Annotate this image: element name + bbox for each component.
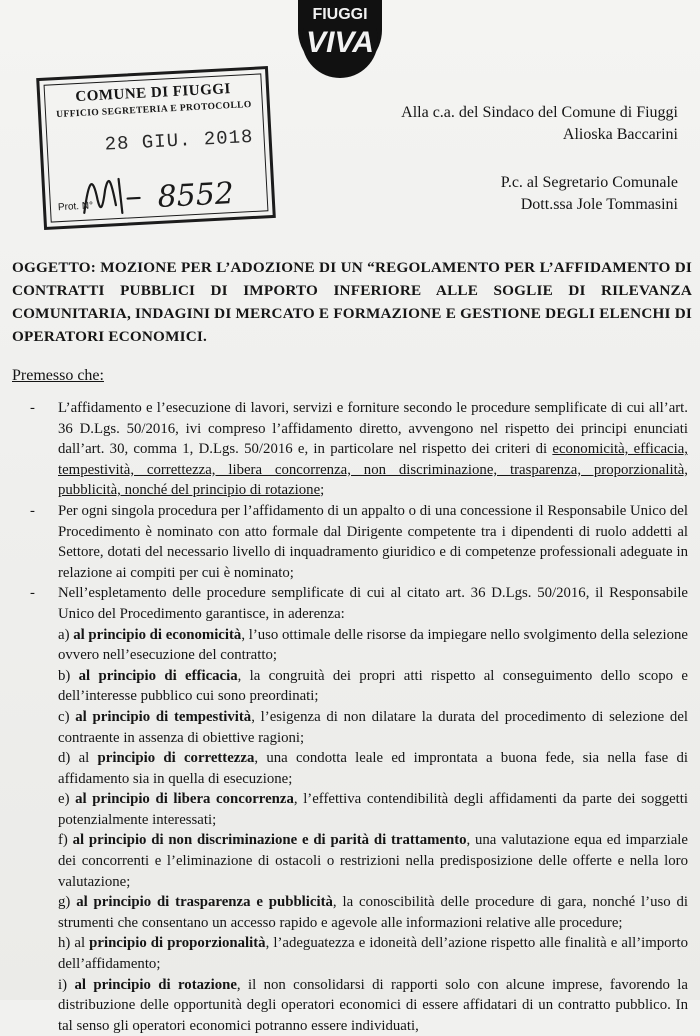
premesso-heading: Premesso che: bbox=[12, 367, 104, 384]
fiuggi-viva-logo bbox=[290, 0, 390, 78]
document-body bbox=[30, 398, 689, 1036]
paragraph-3: - Nell’espletamento delle procedure semplificate di cui al citato art. 36 D.Lgs. 50/2016, il Responsabile Unico del Procedimento garantisce, in aderenza: bbox=[30, 585, 688, 622]
cc-line-1: P.c. al Segretario Comunale bbox=[500, 174, 678, 191]
addressee-line-1: Alla c.a. del Sindaco del Comune di Fiuggi bbox=[401, 104, 678, 121]
handwritten-protocol-number bbox=[74, 161, 266, 223]
svg-text:8552: 8552 bbox=[156, 176, 235, 215]
principle-item-c: c) al principio di tempestività, l’esigenza di non dilatare la durata del procedimento di selezione del contraente in assenza di obiettive ragioni; bbox=[58, 708, 688, 746]
addressee-line-2: Alioska Baccarini bbox=[562, 126, 678, 143]
addressee-block bbox=[401, 102, 678, 146]
principle-item-a: a) al principio di economicità, l’uso ottimale delle risorse da impiegare nello svolgimento della selezione ovvero nell’esecuzione del contratto; bbox=[58, 626, 689, 664]
svg-text:FIUGGI: FIUGGI bbox=[312, 6, 368, 23]
fiuggi-viva-logo-icon bbox=[290, 0, 390, 78]
principle-item-b: b) al principio di efficacia, la congruità dei propri atti rispetto al conseguimento dello scopo e dell’interesse pubblico cui sono preordinati; bbox=[58, 667, 688, 705]
stamp-date: 28 GIU. 2018 bbox=[104, 125, 254, 156]
criteria-underlined: economicità, efficacia, tempestività, correttezza, libera concorrenza, non discriminazione, trasparenza, proporzionalità, pubblicità, nonché del principio di rotazione bbox=[58, 441, 688, 499]
cc-line-2: Dott.ssa Jole Tommasini bbox=[520, 196, 678, 213]
paragraph-1: - L’affidamento e l’esecuzione di lavori, servizi e forniture secondo le procedure semplificate di cui all’art. 36 D.Lgs. 50/2016, ivi compreso l’affidamento diretto, avvengono nel rispetto dei principi enunciati dall’art. 30, comma 1, D.Lgs. 50/2016 e, in particolare nel rispetto dei criteri di economicità, efficacia, tempestività, correttezza, libera concorrenza, non discriminazione, trasparenza, proporzionalità, pubblicità, nonché del principio di rotazione; bbox=[30, 400, 688, 499]
principle-item-f: f) al principio di non discriminazione e di parità di trattamento, una valutazione equa ed imparziale dei concorrenti e l’eliminazione di ostacoli o restrizioni nella predisposizione delle offerte e nella loro valutazione; bbox=[58, 832, 688, 890]
principle-item-d: d) al principio di correttezza, una condotta leale ed improntata a buona fede, sia nella fase di affidamento sia in quella di esecuzione; bbox=[58, 750, 688, 787]
stamp-prot-label: Prot. N° bbox=[57, 200, 94, 214]
principle-item-g: g) al principio di trasparenza e pubblicità, la conoscibilità delle procedure di gara, nonché l’uso di strumenti che consentano un accesso rapido e agevole alle informazioni relative alle procedure; bbox=[58, 894, 688, 931]
paragraph-2: - Per ogni singola procedura per l’affidamento di un appalto o di una concessione il Responsabile Unico del Procedimento è nominato con atto formale dal Dirigente competente tra i dipendenti di ruolo addetti al Settore, dotati del necessario livello di inquadramento giuridico e di competenze professionali adeguate in relazione ai compiti per cui è nominato; bbox=[30, 502, 688, 581]
svg-text:VIVA: VIVA bbox=[306, 26, 374, 59]
stamp-title: COMUNE DI FIUGGI bbox=[75, 81, 232, 106]
protocol-stamp bbox=[36, 66, 276, 230]
principle-item-i: i) al principio di rotazione, il non consolidarsi di rapporti solo con alcune imprese, favorendo la distribuzione delle opportunità degli operatori economici di essere affidatari di un contratto pubblico. In tal senso gli operatori economici potranno essere individuati, bbox=[58, 976, 688, 1034]
cc-block bbox=[501, 172, 678, 216]
principle-item-h: h) al principio di proporzionalità, l’adeguatezza e idoneità dell’azione rispetto alle finalità e all’importo dell’affidamento; bbox=[58, 935, 688, 973]
subject-text: MOZIONE PER L’ADOZIONE DI UN “REGOLAMENTO PER L’AFFIDAMENTO DI CONTRATTI PUBBLICI DI IMPORTO INFERIORE ALLE SOGLIE DI RILEVANZA COMUNITARIA, INDAGINI DI MERCATO E FORMAZIONE E GESTIONE DEGLI ELENCHI DI OPERATORI ECONOMICI. bbox=[12, 259, 692, 345]
stamp-subtitle: UFFICIO SEGRETERIA E PROTOCOLLO bbox=[56, 99, 252, 121]
principle-item-e: e) al principio di libera concorrenza, l’effettiva contendibilità degli affidamenti da parte dei soggetti potenzialmente interessati; bbox=[58, 791, 689, 828]
subject-paragraph bbox=[12, 256, 692, 348]
subject-label: OGGETTO: bbox=[12, 259, 97, 276]
